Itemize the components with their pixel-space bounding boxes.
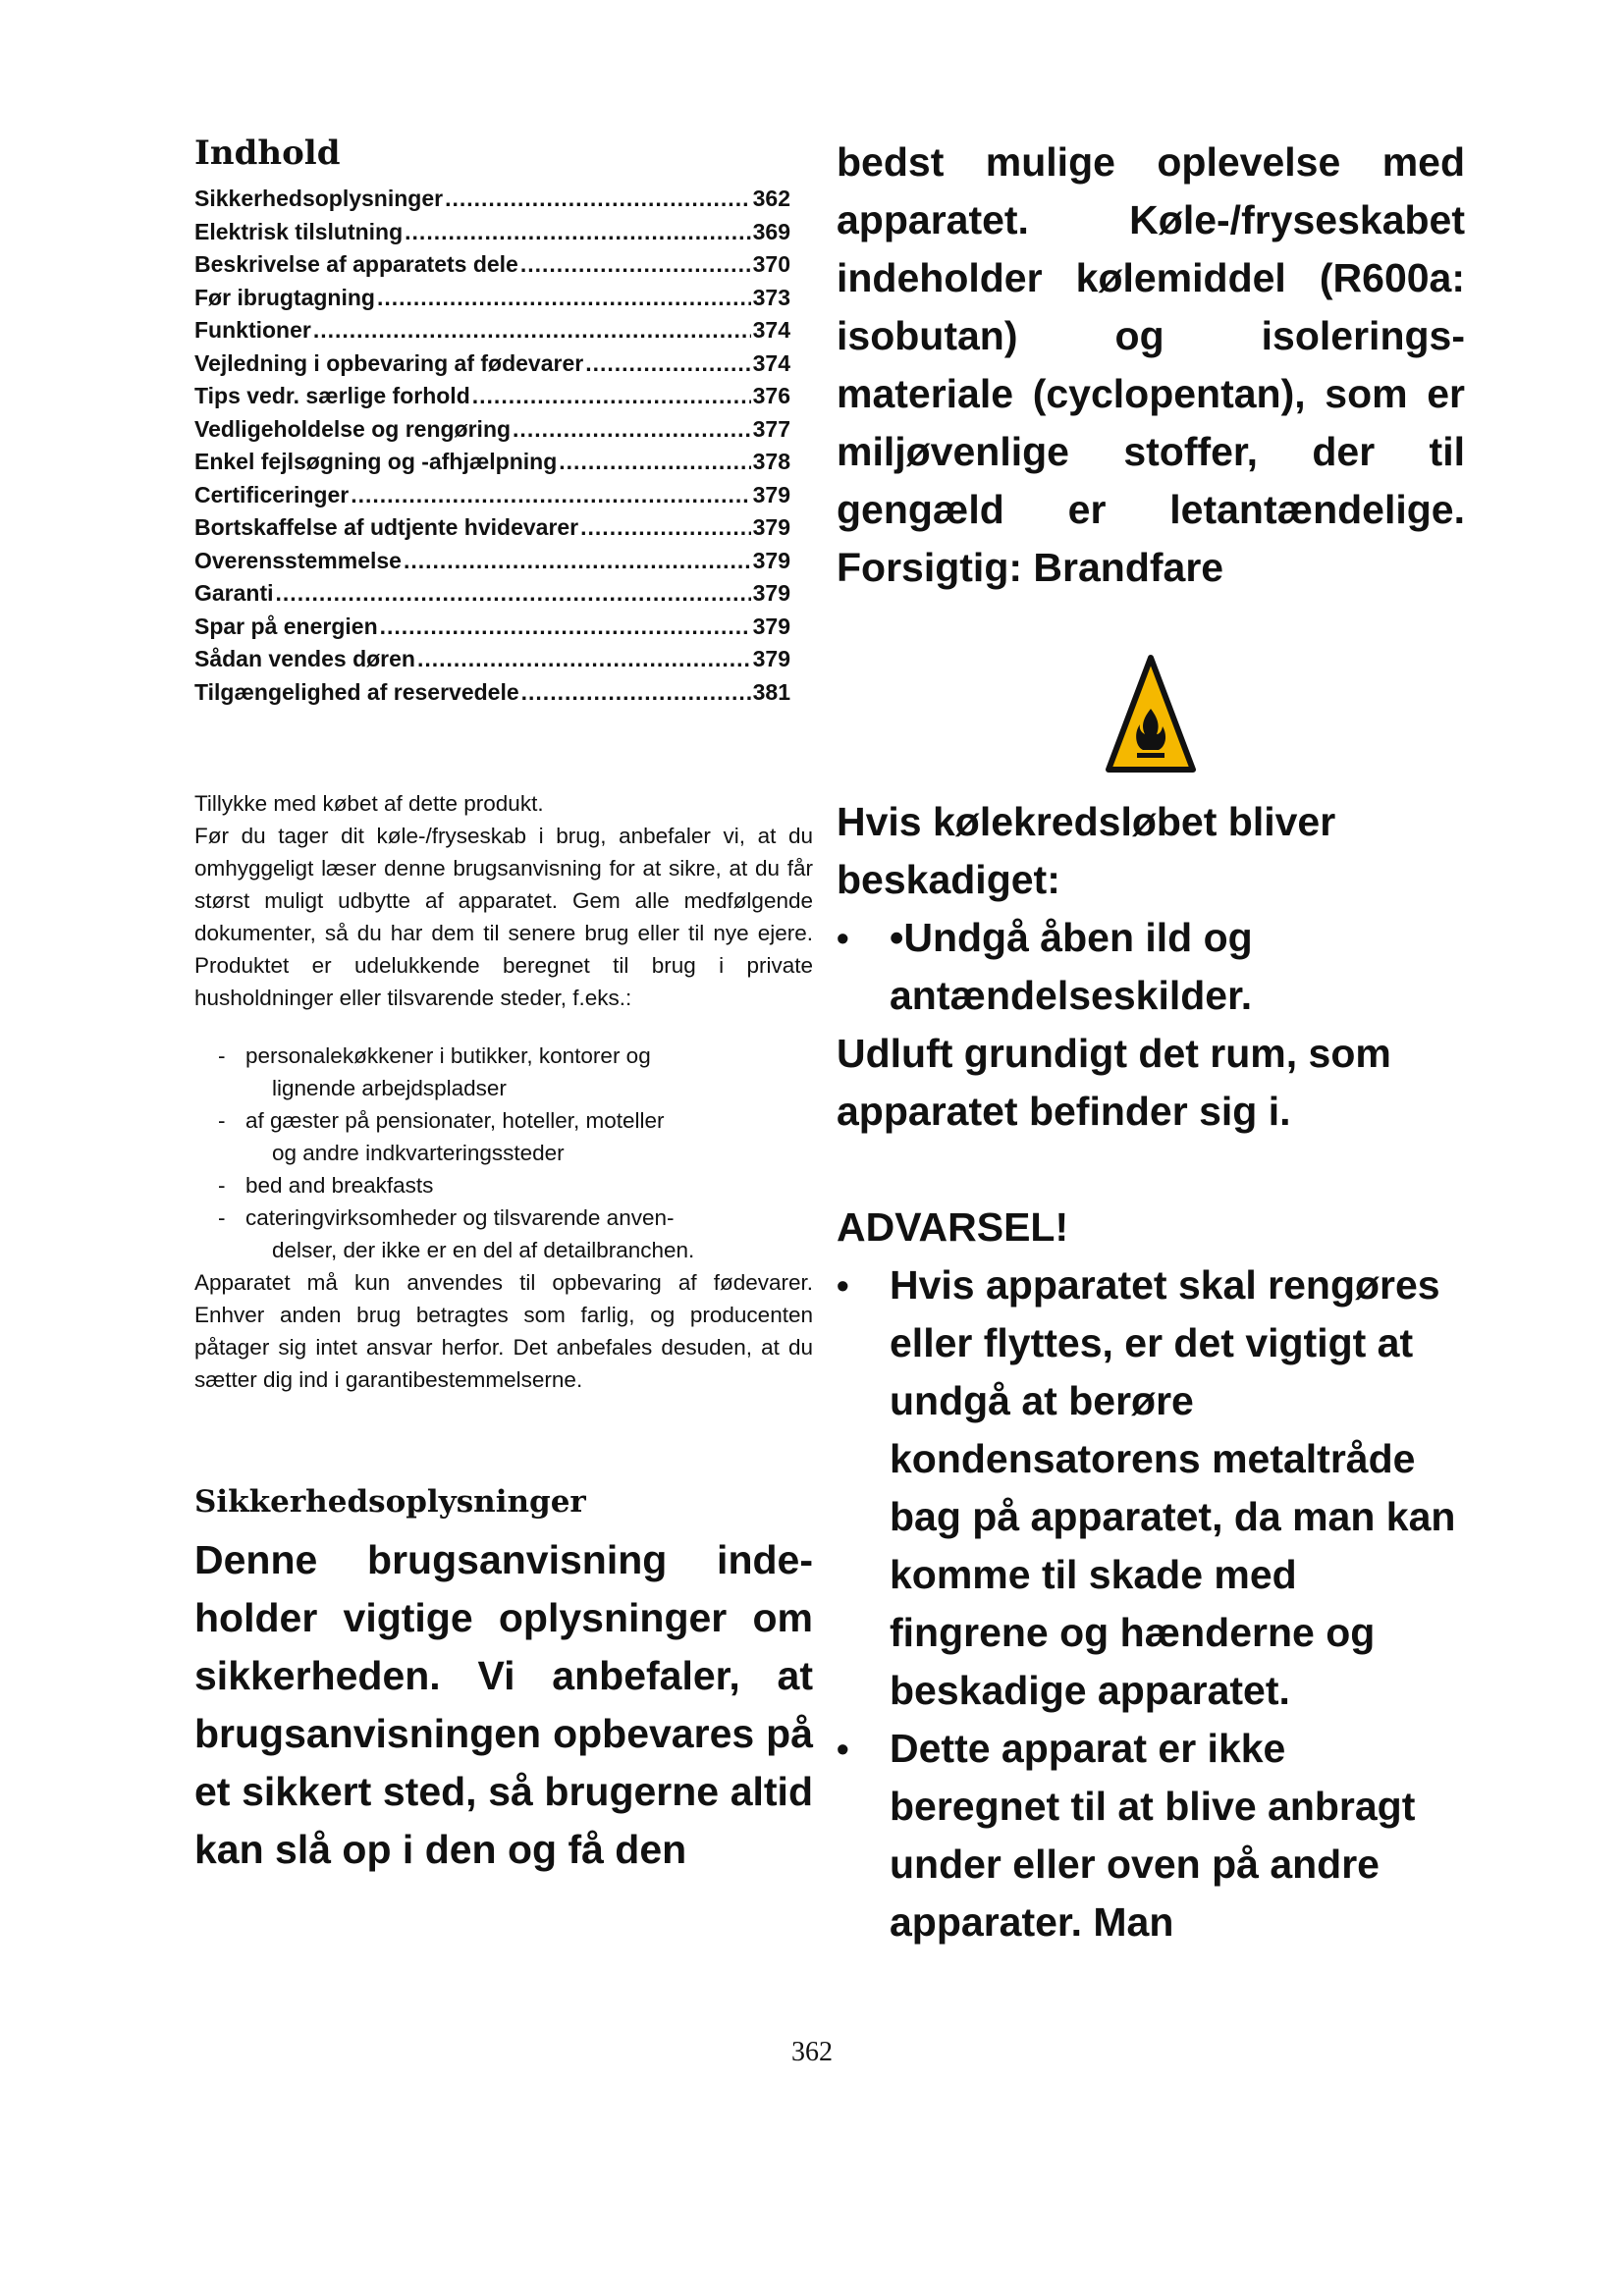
circuit-heading: Hvis kølekredsløbet bliver beskadiget: (837, 799, 1336, 902)
toc-entry-title: Bortskaffelse af udtjente hvidevarer (194, 514, 579, 540)
toc-entry-title: Sikkerhedsoplysninger (194, 186, 444, 211)
toc-entry-page: 379 (752, 580, 790, 606)
usage-list-item (218, 1169, 813, 1201)
toc-entry (194, 511, 790, 545)
usage-list-item-text: cateringvirksomheder og tilsvarende anven- (245, 1205, 675, 1230)
toc-entry (194, 676, 790, 710)
toc-entry (194, 479, 790, 512)
toc-leader-dots (521, 676, 751, 710)
toc-entry-page: 379 (752, 646, 790, 671)
toc-leader-dots (377, 282, 751, 315)
toc-entry (194, 314, 790, 347)
intro-section (194, 787, 813, 1396)
usage-list-item-text: bed and breakfasts (245, 1173, 434, 1198)
toc-leader-dots (351, 479, 750, 512)
warning-bullet: • Hvis apparatet skal rengøres eller flyttes, er det vigtigt at undgå at berøre kondensatorens metaltråde bag på apparatet, da man kan komme til skade med fingrene og hænderne og beskadige apparatet. (837, 1256, 1465, 1720)
toc-leader-dots (472, 380, 751, 413)
toc-leader-dots (559, 446, 750, 479)
toc-entry (194, 216, 790, 249)
toc-entry-page: 373 (752, 284, 790, 310)
toc-leader-dots (417, 643, 751, 676)
toc-entry (194, 545, 790, 578)
toc-leader-dots (580, 511, 750, 545)
fire-icon-wrapper (837, 597, 1465, 793)
warning-bullet: • Dette apparat er ikke beregnet til at blive anbragt under eller oven på andre apparater. Man (837, 1720, 1465, 1951)
toc-entry (194, 183, 790, 216)
right-column (837, 133, 1465, 1951)
toc-entry-page: 374 (752, 317, 790, 343)
toc-entry-page: 379 (752, 481, 790, 507)
toc-entry-title: Før ibrugtagning (194, 284, 375, 310)
toc-entry-title: Garanti (194, 580, 274, 606)
warning-title: ADVARSEL! (837, 1204, 1069, 1250)
table-of-contents (194, 183, 790, 709)
toc-leader-dots (520, 248, 751, 282)
toc-entry-page: 376 (752, 383, 790, 408)
toc-entry (194, 611, 790, 644)
toc-entry (194, 413, 790, 447)
toc-entry-page: 379 (752, 514, 790, 540)
toc-entry-title: Certificeringer (194, 481, 350, 507)
toc-entry-title: Sådan vendes døren (194, 646, 415, 671)
usage-list-item (218, 1040, 813, 1104)
toc-entry-page: 370 (752, 251, 790, 277)
toc-entry-title: Overensstemmelse (194, 547, 402, 573)
toc-entry-page: 378 (752, 449, 790, 474)
toc-entry (194, 643, 790, 676)
toc-entry (194, 347, 790, 381)
toc-title: Indhold (194, 133, 341, 173)
left-column (194, 133, 813, 1879)
toc-entry-title: Spar på energien (194, 613, 378, 639)
toc-leader-dots (445, 183, 751, 216)
toc-entry (194, 446, 790, 479)
toc-entry-title: Elektrisk tilslutning (194, 218, 404, 244)
toc-leader-dots (404, 545, 751, 578)
usage-note: Apparatet må kun anvendes til opbevaring af fødevarer. Enhver anden brug betragtes som farlig, og producenten påtager sig intet ansvar herfor. Det anbefales desuden, at du sætter dig ind i garantibestemmelserne. (194, 1270, 813, 1392)
toc-entry (194, 577, 790, 611)
toc-entry (194, 380, 790, 413)
toc-leader-dots (513, 413, 751, 447)
usage-list-item-text: personalekøkkener i butikker, kontorer og (245, 1043, 651, 1068)
toc-entry-title: Vejledning i opbevaring af fødevarer (194, 349, 584, 376)
toc-entry-page: 362 (752, 186, 790, 211)
intro-congrats: Tillykke med købet af dette produkt. (194, 791, 544, 816)
intro-paragraph: Før du tager dit køle-/fryseskab i brug, anbefaler vi, at du omhyggeligt læser denne brugsanvisning for at sikre, at du får størst muligt udbytte af apparatet. Gem alle medfølgende dokumenter, så du har dem til senere brug eller til nye ejere. Produktet er udelukkende beregnet til brug i private husholdninger eller tilsvarende steder, f.eks.: (194, 824, 813, 1010)
toc-entry-page: 379 (752, 547, 790, 573)
toc-entry-page: 377 (752, 415, 790, 442)
ventilate-text: Udluft grundigt det rum, som apparatet befinder sig i. (837, 1031, 1391, 1134)
safety-section-title: Sikkerhedsoplysninger (194, 1484, 586, 1520)
toc-entry-title: Tilgængelighed af reservedele (194, 678, 519, 705)
usage-list-item-text: af gæster på pensionater, hoteller, moteller (245, 1108, 665, 1133)
page-number: 362 (791, 2037, 833, 2067)
safety-continued-text: bedst mulige oplevelse med apparatet. Køle-/fryseskabet indeholder kølemiddel (R600a: isobutan) og isolerings-materiale (cyclopentan), som er miljøvenlige stoffer, der til gengæld er letantændelige. Forsigtig: Brandfare (837, 139, 1465, 590)
circuit-bullets (837, 909, 1465, 1025)
toc-entry-page: 379 (752, 613, 790, 639)
toc-entry-page: 369 (752, 218, 790, 244)
toc-leader-dots (405, 216, 750, 249)
toc-leader-dots (313, 314, 751, 347)
safety-intro-text: Denne brugsanvisning inde-holder vigtige oplysninger om sikkerheden. Vi anbefaler, at brugsanvisningen opbevares på et sikkert sted, så brugerne altid kan slå op i den og få den (194, 1537, 813, 1872)
usage-list-item-continuation: og andre indkvarteringssteder (272, 1141, 565, 1165)
usage-list-item (218, 1104, 813, 1169)
toc-entry-page: 381 (752, 678, 790, 705)
usage-list-item-continuation: lignende arbejdspladser (272, 1076, 507, 1100)
usage-list-item-continuation: delser, der ikke er en del af detailbranchen. (272, 1238, 695, 1262)
toc-entry-title: Funktioner (194, 317, 311, 343)
toc-leader-dots (585, 347, 750, 381)
toc-entry (194, 248, 790, 282)
toc-entry-title: Beskrivelse af apparatets dele (194, 251, 518, 277)
toc-entry (194, 282, 790, 315)
toc-entry-title: Tips vedr. særlige forhold (194, 383, 470, 408)
warning-bullets (837, 1256, 1465, 1951)
toc-entry-page: 374 (752, 349, 790, 376)
toc-entry-title: Vedligeholdelse og rengøring (194, 415, 512, 442)
toc-leader-dots (276, 577, 751, 611)
usage-list (194, 1040, 813, 1266)
flammable-warning-icon (1106, 654, 1196, 775)
circuit-bullet: • •Undgå åben ild og antændelseskilder. (837, 909, 1465, 1025)
toc-leader-dots (380, 611, 751, 644)
usage-list-item (218, 1201, 813, 1266)
toc-entry-title: Enkel fejlsøgning og -afhjælpning (194, 449, 558, 474)
